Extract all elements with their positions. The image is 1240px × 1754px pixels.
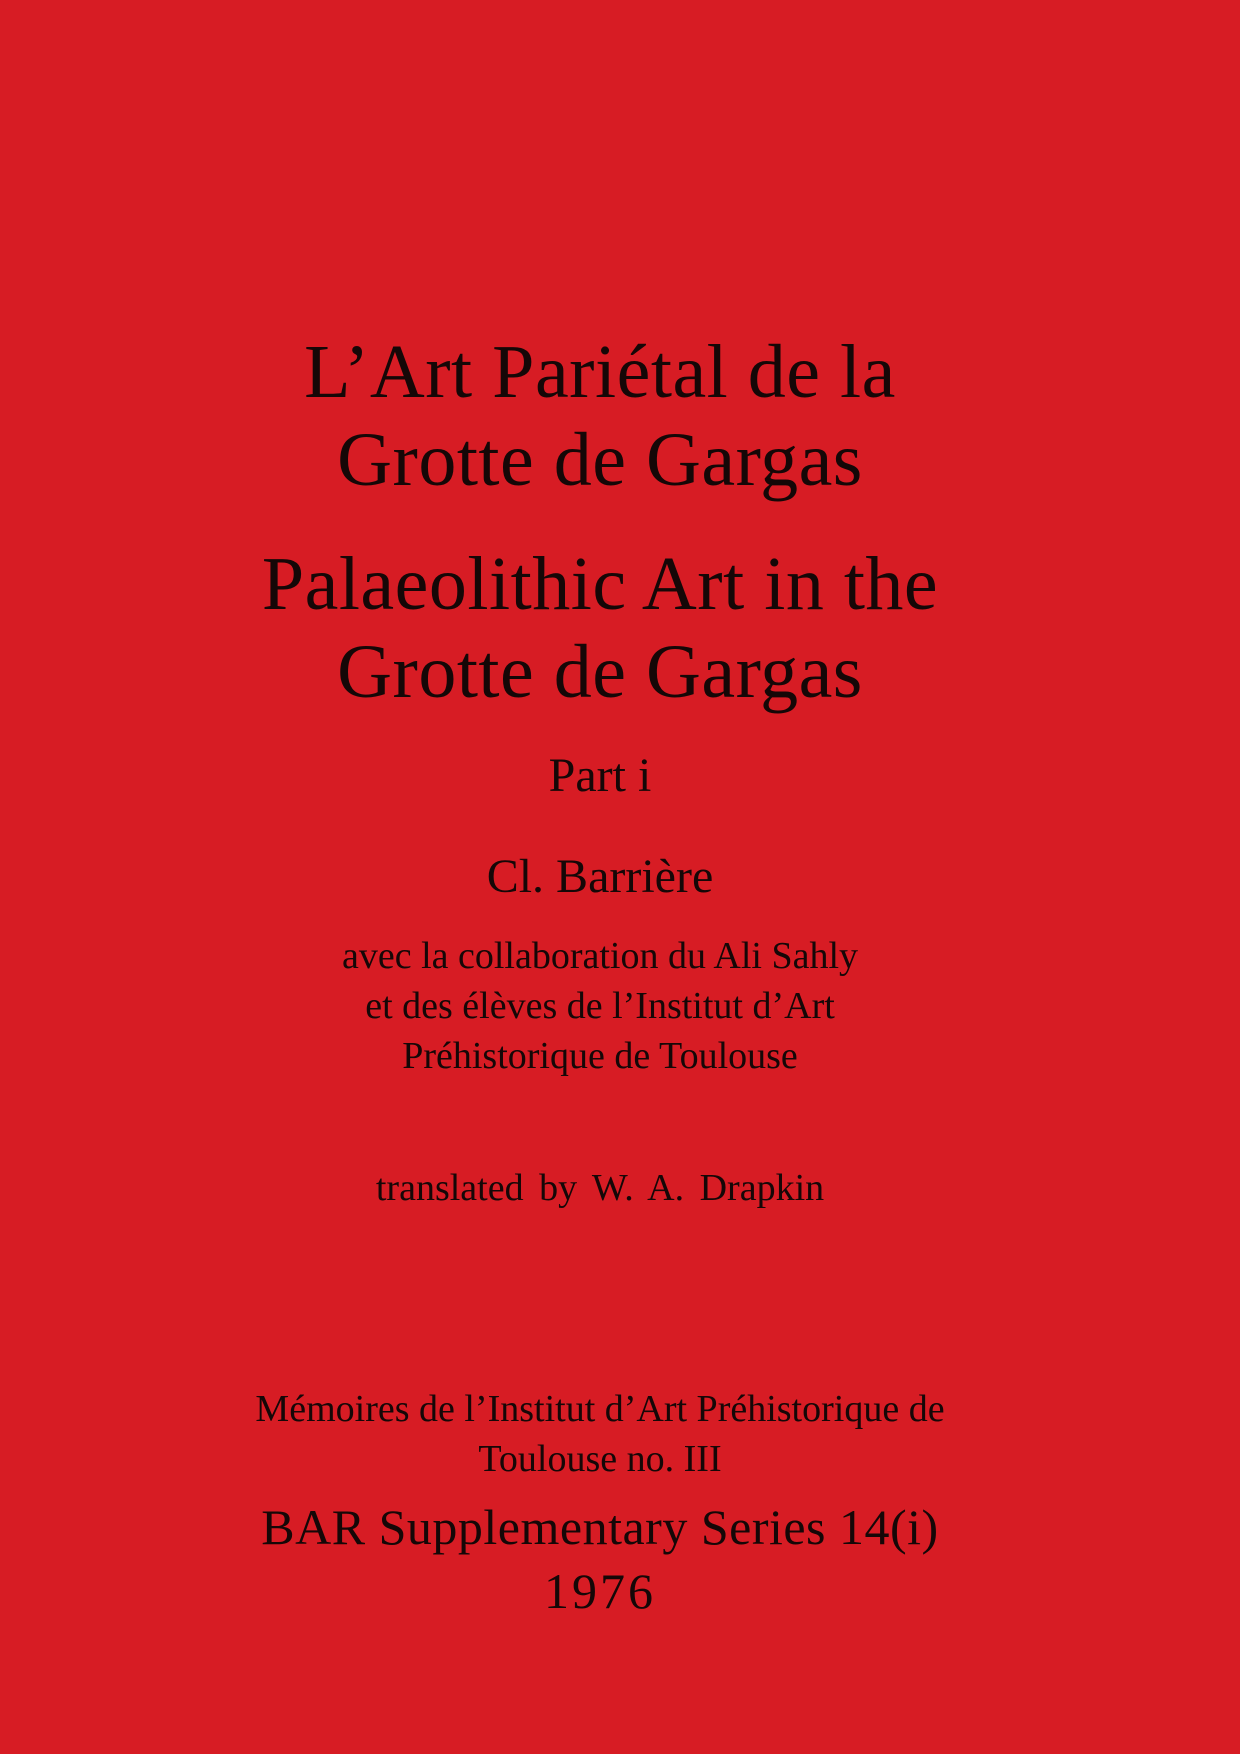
translator-credit: translated by W. A. Drapkin [375, 1167, 825, 1209]
memoires-series-line-1: Mémoires de l’Institut d’Art Préhistorique de [255, 1388, 945, 1430]
french-title-line-2: Grotte de Gargas [337, 418, 863, 502]
english-title-line-1: Palaeolithic Art in the [261, 542, 939, 626]
memoires-series-line-2: Toulouse no. III [478, 1438, 722, 1480]
bar-series-label: BAR Supplementary Series 14(i) [261, 1499, 939, 1555]
memoires-series [0, 1384, 1200, 1484]
french-title-line-1: L’Art Pariétal de la [304, 330, 896, 414]
collaboration-line-1: avec la collaboration du Ali Sahly [341, 935, 859, 977]
collaboration-line-3: Préhistorique de Toulouse [402, 1035, 798, 1077]
author-name: Cl. Barrière [486, 850, 714, 903]
english-title [0, 540, 1200, 716]
collaboration-line-2: et des élèves de l’Institut d’Art [365, 985, 835, 1027]
part-label: Part i [548, 749, 652, 802]
collaboration-credit [0, 931, 1200, 1081]
publication-year: 1976 [544, 1563, 656, 1619]
french-title [0, 328, 1200, 504]
english-title-line-2: Grotte de Gargas [337, 630, 863, 714]
